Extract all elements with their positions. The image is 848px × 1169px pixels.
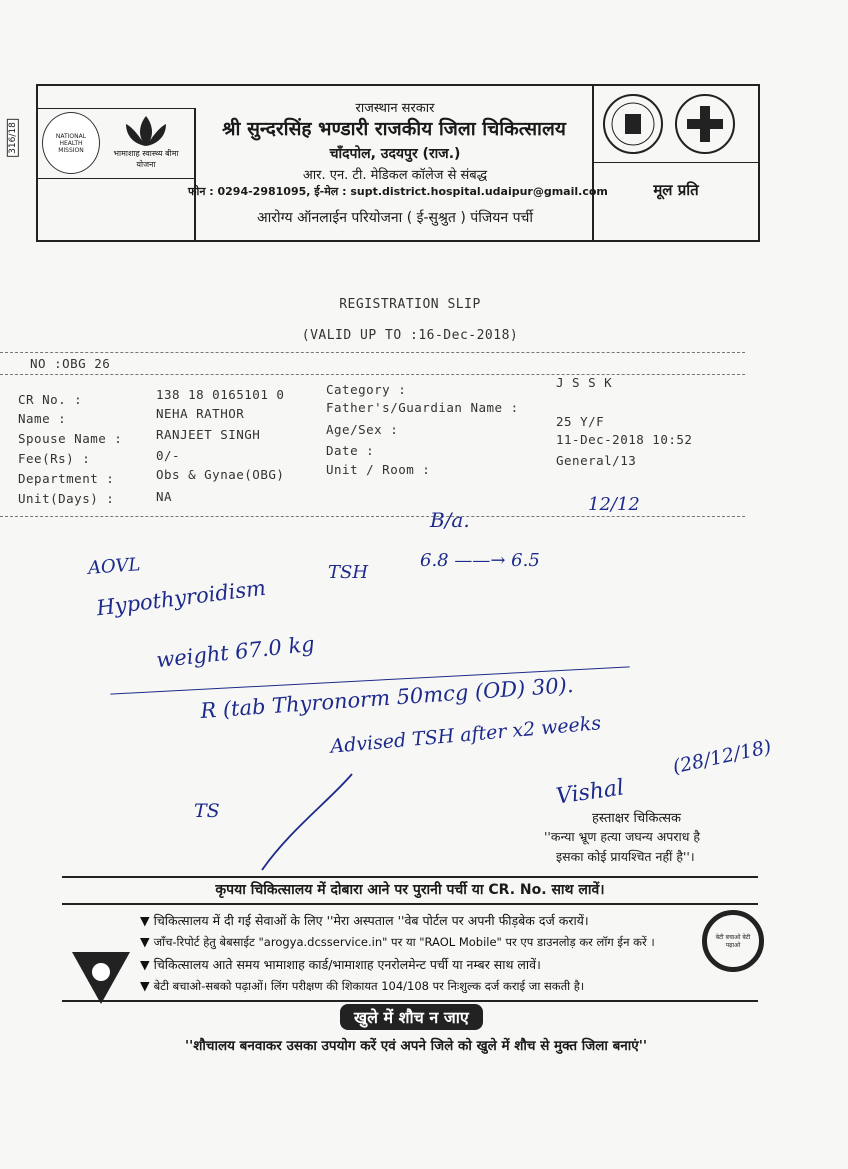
nhm-logo-text: NATIONAL HEALTH MISSION [55,132,87,154]
agesex-value: 25 Y/F [556,414,605,429]
note-weight: weight 67.0 kg [155,631,316,673]
side-code: 316/18 [7,119,19,157]
note-hypothyroidism: Hypothyroidism [95,575,268,621]
hospital-location: चाँदपोल, उदयपुर (राज.) [329,146,461,162]
spouse-value: RANJEET SINGH [156,427,261,442]
state-government: राजस्थान सरकार [355,101,435,116]
unit-room-label: Unit / Room : [326,462,431,477]
bhamashah-logo-text: भामाशाह स्वास्थ्य बीमा योजना [113,149,179,169]
note-tsh: TSH [328,562,369,583]
family-triangle-icon [70,950,132,1006]
family-logo [70,950,132,1006]
cr-label: CR No. : [18,392,83,407]
quote-line-2: इसका कोई प्रायश्चित नहीं है''। [556,849,695,864]
footer-request: कृपया चिकित्सालय में दोबारा आने पर पुरानी पर्ची या CR. No. साथ लावें। [215,882,605,898]
slip-title: REGISTRATION SLIP [339,297,481,312]
unit-days-value: NA [156,489,173,504]
cr-value: 138 18 0165101 0 [156,387,285,402]
lotus-icon [116,114,176,148]
hospital-name: श्री सुन्दरसिंह भण्डारी राजकीय जिला चिकित्सालय [222,118,566,140]
header-right-divider [592,162,760,163]
note-prescription: R (tab Thyronorm 50mcg (OD) 30). [199,672,575,724]
unit-days-label: Unit(Days) : [18,491,115,506]
scheme-value: J S S K [556,375,613,390]
unit-room-value: General/13 [556,453,637,468]
fee-label: Fee(Rs) : [18,451,91,466]
note-aovl: AOVL [87,554,142,579]
copy-label: मूल प्रति [653,181,699,199]
name-value: NEHA RATHOR [156,406,245,421]
note-ts: TS [194,800,220,822]
footer-bullet-4: ▼ बेटी बचाओ-सबको पढ़ाओं। लिंग परीक्षण की शिकायत 104/108 पर निःशुल्क दर्ज कराई जा सकती है। [140,978,585,993]
category-label: Category : [326,382,407,397]
guardian-label: Father's/Guardian Name : [326,400,519,415]
footer-bullet-1: ▼ चिकित्सालय में दी गई सेवाओं के लिए ''मेरा अस्पताल ''वेब पोर्टल पर अपनी फीड़बेक दर्ज करायें। [140,913,589,928]
department-label: Department : [18,471,115,486]
footer-bottom-rule [62,1000,758,1002]
footer-bullet-3: ▼ चिकित्सालय आते समय भामाशाह कार्ड/भामाशाह एनरोलमेन्ट पर्ची या नम्बर साथ लावें। [140,957,541,972]
medical-cross-icon [672,92,738,156]
header-left-divider [36,178,196,179]
note-advice: Advised TSH after x2 weeks [329,712,602,758]
open-defecation-banner: खुले में शौच न जाए [340,1004,483,1030]
signature-label: हस्ताक्षर चिकित्सक [592,811,681,826]
note-ba: B/a. [430,508,470,532]
fee-value: 0/- [156,448,181,463]
bottom-dashed-rule [0,516,745,517]
top-dashed-rule [0,352,745,353]
note-date: 12/12 [588,494,640,515]
beti-bachao-logo [702,910,764,972]
footer-request-rule [62,903,758,905]
note-followup-date: (28/12/18) [670,735,774,779]
emblem-icon [600,92,666,156]
name-label: Name : [18,411,67,426]
nhm-logo [42,112,100,174]
health-cross-logo [672,92,738,156]
doctor-signature: Vishal [554,775,626,810]
beti-bachao-text: बेटी बचाओ बेटी पढ़ाओ [715,934,751,949]
pen-stroke [250,770,360,880]
slip-validity: (VALID UP TO :16-Dec-2018) [301,328,519,343]
queue-dashed-rule [0,374,745,375]
hospital-contact: फोन : 0294-2981095, ई-मेल : supt.district.hospital.udaipur@gmail.com [188,185,608,198]
department-value: Obs & Gynae(OBG) [156,467,285,482]
date-label: Date : [326,443,375,458]
date-value: 11-Dec-2018 10:52 [556,432,693,447]
footer-bullet-2: ▼ जाँच-रिपोर्ट हेतु बेबसाईट "arogya.dcsservice.in" पर या "RAOL Mobile" पर एप डाउनलोड़ कर लॉग ईन करें । [140,934,655,949]
sanitation-slogan: ''शौचालय बनवाकर उसका उपयोग करें एवं अपने जिले को खुले में शौच से मुक्त जिला बनाएं'' [184,1038,648,1054]
quote-line-1: ''कन्या भ्रूण हत्या जघन्य अपराध है [544,829,701,844]
note-tsh-values: 6.8 ——→ 6.5 [420,550,540,571]
queue-number: NO :OBG 26 [30,356,111,371]
hospital-affiliation: आर. एन. टी. मेडिकल कॉलेज से संबद्ध [302,168,488,183]
footer-top-rule [62,876,758,878]
project-title: आरोग्य ऑनलाईन परियोजना ( ई-सुश्रुत ) पंजियन पर्ची [256,210,534,226]
rajasthan-logo [600,92,668,156]
bhamashah-logo [104,112,188,172]
agesex-label: Age/Sex : [326,422,399,437]
spouse-label: Spouse Name : [18,431,123,446]
